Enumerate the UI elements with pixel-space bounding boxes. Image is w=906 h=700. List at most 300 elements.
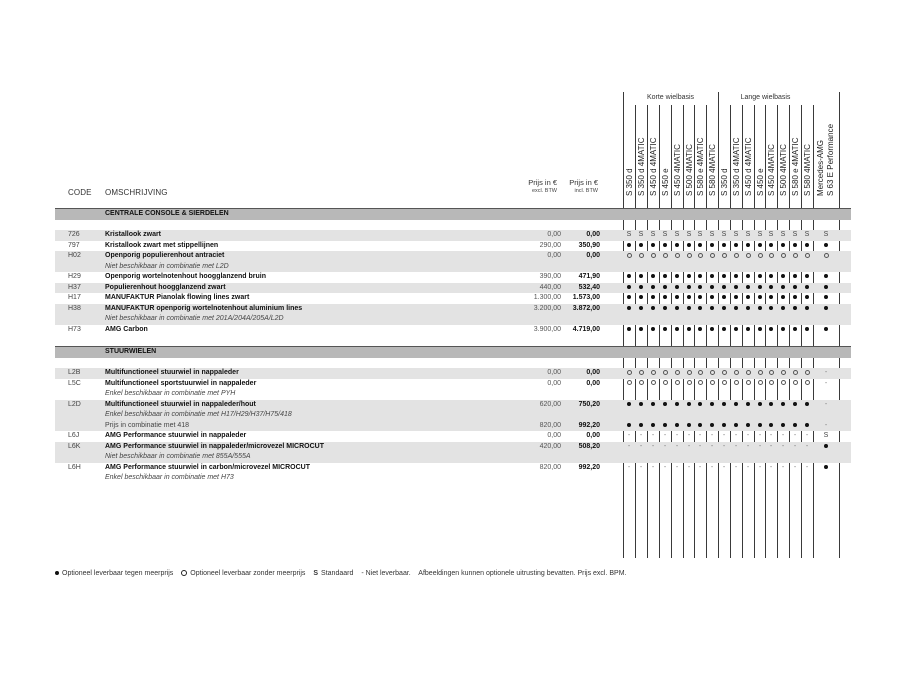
filled-dot-icon	[813, 442, 839, 453]
price-excl: 0,00	[547, 369, 561, 376]
price-incl: 0,00	[586, 252, 600, 259]
price-incl: 1.573,00	[572, 294, 600, 301]
table-row	[55, 293, 851, 304]
option-note: Enkel beschikbaar in combinatie met H17/H29/H37/H75/418	[105, 411, 292, 418]
not-available-dash: -	[722, 442, 726, 450]
filled-dot-icon	[706, 421, 718, 432]
option-note: Niet beschikbaar in combinatie met L2D	[105, 262, 229, 270]
not-available-dash: -	[746, 463, 750, 471]
section-title: CENTRALE CONSOLE & SIERDELEN	[105, 210, 229, 217]
not-available-dash: -	[698, 463, 702, 471]
price-incl: 0,00	[586, 231, 600, 238]
filled-dot-icon	[718, 241, 730, 252]
price-incl: 992,20	[578, 463, 600, 471]
row-main-line	[55, 379, 851, 390]
model-header-amg: Mercedes-AMG	[816, 139, 825, 196]
filled-dot-icon	[730, 283, 742, 294]
model-header: S 350 d	[720, 168, 729, 196]
option-description: Multifunctioneel stuurwiel in nappaleder/hout	[105, 400, 256, 408]
column-header-code: CODE	[68, 188, 92, 197]
standard-s-icon: S	[823, 231, 829, 238]
not-available-dash: -	[758, 463, 762, 471]
open-circle-icon	[659, 368, 671, 379]
option-description: AMG Carbon	[105, 325, 148, 333]
filled-dot-icon	[671, 241, 683, 252]
not-available-dash: -	[639, 463, 643, 471]
open-circle-icon	[742, 368, 754, 379]
not-available-dash: -	[793, 432, 797, 439]
standard-s-icon: S	[792, 231, 798, 238]
filled-dot-icon	[671, 272, 683, 283]
open-circle-icon	[777, 379, 789, 390]
not-available-dash: -	[639, 432, 643, 439]
open-circle-icon	[718, 379, 730, 390]
not-available-dash: -	[722, 463, 726, 471]
row-note-line	[55, 410, 851, 421]
open-circle-icon	[718, 368, 730, 379]
standard-s-icon: S	[626, 231, 632, 238]
price-incl: 508,20	[578, 442, 600, 450]
filled-dot-icon	[777, 241, 789, 252]
open-circle-icon	[765, 379, 777, 390]
not-available-dash: -	[769, 463, 773, 471]
not-available-dash: -	[824, 379, 828, 387]
standard-s-icon: S	[650, 231, 656, 238]
model-header: S 350 d 4MATIC	[732, 137, 741, 196]
filled-dot-icon	[765, 325, 777, 336]
model-header-amg: S 63 E Performance	[826, 123, 835, 196]
model-header: S 580 e 4MATIC	[791, 137, 800, 196]
filled-dot-icon	[659, 241, 671, 252]
filled-dot-icon	[706, 293, 718, 304]
filled-dot-icon	[647, 304, 659, 315]
option-note: Niet beschikbaar in combinatie met 855A/555A	[105, 453, 251, 460]
price-incl: 532,40	[578, 283, 600, 291]
filled-dot-icon	[659, 283, 671, 294]
not-available-dash: -	[781, 463, 785, 471]
filled-dot-icon	[801, 421, 813, 432]
filled-dot-icon	[694, 325, 706, 336]
option-description: Kristallook zwart	[105, 231, 162, 238]
filled-dot-icon	[789, 304, 801, 315]
group-label-korte-wielbasis: Korte wielbasis	[646, 94, 695, 101]
not-available-dash: -	[698, 442, 702, 450]
filled-dot-icon	[742, 325, 754, 336]
section-header	[55, 346, 851, 358]
standard-s-icon: S	[823, 432, 829, 439]
filled-dot-icon	[718, 304, 730, 315]
row-note-line	[55, 262, 851, 273]
open-circle-icon	[623, 379, 635, 390]
standard-s-icon: S	[780, 231, 786, 238]
open-circle-icon	[671, 368, 683, 379]
not-available-dash: -	[710, 432, 714, 439]
model-header: S 450 d 4MATIC	[649, 137, 658, 196]
table-row	[55, 400, 851, 432]
table-row	[55, 251, 851, 272]
filled-dot-icon	[730, 272, 742, 283]
filled-dot-icon	[730, 400, 742, 411]
open-circle-icon	[730, 251, 742, 262]
price-excl: 290,00	[539, 241, 561, 249]
filled-dot-icon	[623, 293, 635, 304]
filled-dot-icon	[777, 400, 789, 411]
table-row	[55, 325, 851, 336]
open-circle-icon	[765, 251, 777, 262]
open-circle-icon	[718, 251, 730, 262]
option-description: Openporig populierenhout antraciet	[105, 252, 225, 259]
filled-dot-icon	[789, 272, 801, 283]
filled-dot-icon	[694, 400, 706, 411]
filled-dot-icon	[742, 283, 754, 294]
price-excl-label: Prijs in €	[528, 178, 557, 187]
open-circle-icon	[635, 379, 647, 390]
table-row	[55, 230, 851, 241]
open-circle-icon	[730, 368, 742, 379]
filled-dot-icon	[706, 304, 718, 315]
not-available-dash: -	[675, 442, 679, 450]
option-code: 726	[68, 231, 80, 238]
price-incl-label: Prijs in €	[569, 178, 598, 187]
option-description: AMG Performance stuurwiel in carbon/microvezel MICROCUT	[105, 463, 310, 471]
option-description: MANUFAKTUR Pianolak flowing lines zwart	[105, 294, 250, 301]
not-available-dash: -	[710, 442, 714, 450]
not-available-dash: -	[698, 432, 702, 439]
row-main-line	[55, 230, 851, 241]
filled-dot-icon	[801, 272, 813, 283]
not-available-dash: -	[758, 432, 762, 439]
filled-dot-icon	[801, 325, 813, 336]
table-row	[55, 304, 851, 325]
row-main-line	[55, 272, 851, 283]
filled-dot-icon	[765, 400, 777, 411]
option-note: Enkel beschikbaar in combinatie met H73	[105, 474, 234, 481]
not-available-dash: -	[687, 442, 691, 450]
open-circle-icon	[813, 251, 839, 262]
standard-s-icon: S	[697, 231, 703, 238]
row-note-line	[55, 452, 851, 463]
not-available-dash: -	[710, 463, 714, 471]
standard-s-icon: S	[686, 231, 692, 238]
filled-dot-icon	[801, 283, 813, 294]
open-circle-icon	[671, 251, 683, 262]
open-circle-icon	[789, 368, 801, 379]
filled-dot-icon	[718, 283, 730, 294]
filled-dot-icon	[635, 283, 647, 294]
filled-dot-icon	[789, 400, 801, 411]
filled-dot-icon	[718, 293, 730, 304]
filled-dot-icon	[730, 293, 742, 304]
not-available-dash: -	[663, 432, 667, 439]
open-circle-icon	[647, 368, 659, 379]
not-available-dash: -	[746, 432, 750, 439]
price-excl: 420,00	[539, 442, 561, 450]
not-available-dash: -	[781, 432, 785, 439]
open-circle-icon	[623, 368, 635, 379]
price-excl-sub: excl. BTW	[531, 188, 557, 194]
option-description: AMG Performance stuurwiel in nappaleder	[105, 432, 247, 439]
column-header-price-excl	[515, 178, 557, 196]
filled-dot-icon	[730, 325, 742, 336]
row-main-line	[55, 463, 851, 474]
open-circle-icon	[765, 368, 777, 379]
legend-dash: - Niet leverbaar.	[361, 570, 411, 577]
not-available-dash: -	[639, 442, 643, 450]
filled-dot-icon	[671, 325, 683, 336]
not-available-dash: -	[793, 442, 797, 450]
not-available-dash: -	[663, 442, 667, 450]
open-circle-icon	[742, 251, 754, 262]
option-code: H73	[68, 325, 81, 333]
filled-dot-icon	[623, 325, 635, 336]
option-code: L2B	[68, 369, 81, 376]
filled-dot-icon	[777, 283, 789, 294]
filled-dot-icon	[671, 304, 683, 315]
filled-dot-icon	[801, 241, 813, 252]
filled-dot-icon	[765, 293, 777, 304]
filled-dot-icon	[647, 241, 659, 252]
filled-dot-icon	[777, 421, 789, 432]
section-header	[55, 208, 851, 220]
price-excl: 0,00	[547, 432, 561, 439]
filled-dot-icon	[659, 400, 671, 411]
option-code: L6J	[68, 432, 80, 439]
table-row	[55, 463, 851, 484]
model-header: S 450 e	[661, 168, 670, 196]
filled-dot-icon	[671, 400, 683, 411]
filled-dot-icon	[706, 272, 718, 283]
table-row	[55, 431, 851, 442]
not-available-dash: -	[722, 432, 726, 439]
option-code: H37	[68, 283, 81, 291]
not-available-dash: -	[769, 432, 773, 439]
filled-dot-icon	[742, 304, 754, 315]
open-circle-icon	[671, 379, 683, 390]
open-circle-icon	[647, 251, 659, 262]
model-header: S 500 4MATIC	[685, 144, 694, 196]
filled-dot-icon	[730, 241, 742, 252]
option-code: H17	[68, 294, 81, 301]
not-available-dash: -	[781, 442, 785, 450]
row-note-line	[55, 314, 851, 325]
filled-dot-icon	[706, 283, 718, 294]
not-available-dash: -	[805, 432, 809, 439]
not-available-dash: -	[824, 421, 828, 429]
row-main-line	[55, 283, 851, 294]
standard-s-icon: S	[733, 231, 739, 238]
price-incl: 750,20	[578, 400, 600, 408]
not-available-dash: -	[824, 369, 828, 376]
standard-s-icon: S	[757, 231, 763, 238]
filled-dot-icon	[647, 325, 659, 336]
standard-s-icon: S	[662, 231, 668, 238]
open-circle-icon	[706, 368, 718, 379]
price-incl: 3.872,00	[572, 304, 600, 312]
filled-dot-icon	[813, 463, 839, 474]
open-circle-icon	[730, 379, 742, 390]
price-incl: 0,00	[586, 379, 600, 387]
standard-s-icon: S	[313, 570, 319, 577]
not-available-dash: -	[675, 463, 679, 471]
row-main-line	[55, 304, 851, 315]
price-incl: 350,90	[578, 241, 600, 249]
filled-dot-icon	[647, 283, 659, 294]
open-circle-icon	[706, 251, 718, 262]
model-header: S 350 d	[625, 168, 634, 196]
legend-disclaimer: Afbeeldingen kunnen optionele uitrusting bevatten. Prijs excl. BPM.	[418, 570, 627, 577]
row-main-line	[55, 442, 851, 453]
open-circle-icon	[789, 379, 801, 390]
filled-dot-icon	[647, 293, 659, 304]
open-circle-icon	[623, 251, 635, 262]
row-main-line	[55, 400, 851, 411]
group-label-lange-wielbasis: Lange wielbasis	[740, 94, 791, 101]
option-code: L5C	[68, 379, 81, 387]
not-available-dash: -	[651, 432, 655, 439]
open-circle-icon	[659, 379, 671, 390]
filled-dot-icon	[623, 421, 635, 432]
filled-dot-icon	[777, 304, 789, 315]
option-code: H29	[68, 273, 81, 280]
model-header: S 580 4MATIC	[708, 144, 717, 196]
filled-dot-icon	[635, 421, 647, 432]
price-excl: 820,00	[539, 421, 561, 429]
filled-dot-icon	[718, 421, 730, 432]
open-circle-icon	[694, 379, 706, 390]
standard-s-icon: S	[745, 231, 751, 238]
row-extra-price-line	[55, 421, 851, 432]
open-circle-icon	[801, 368, 813, 379]
open-circle-icon	[694, 251, 706, 262]
option-price-note: Prijs in combinatie met 418	[105, 421, 190, 429]
not-available-dash: -	[675, 432, 679, 439]
legend	[55, 570, 632, 577]
model-header: S 450 4MATIC	[767, 144, 776, 196]
standard-s-icon: S	[721, 231, 727, 238]
filled-dot-icon	[694, 304, 706, 315]
filled-dot-icon	[777, 272, 789, 283]
option-code: 797	[68, 241, 80, 249]
standard-s-icon: S	[638, 231, 644, 238]
price-incl: 0,00	[586, 369, 600, 376]
filled-dot-icon	[659, 421, 671, 432]
filled-dot-icon	[765, 421, 777, 432]
row-main-line	[55, 325, 851, 336]
open-circle-icon	[801, 379, 813, 390]
open-circle-icon	[801, 251, 813, 262]
model-header: S 450 4MATIC	[673, 144, 682, 196]
model-header: S 500 4MATIC	[779, 144, 788, 196]
option-code: H38	[68, 304, 81, 312]
model-header: S 450 d 4MATIC	[744, 137, 753, 196]
open-circle-icon	[635, 251, 647, 262]
not-available-dash: -	[734, 432, 738, 439]
filled-dot-icon	[623, 304, 635, 315]
filled-dot-icon	[742, 421, 754, 432]
option-description: Kristallook zwart met stippellijnen	[105, 241, 219, 249]
filled-dot-icon	[777, 293, 789, 304]
filled-dot-icon	[694, 421, 706, 432]
standard-s-icon: S	[804, 231, 810, 238]
filled-dot-icon	[813, 283, 839, 294]
table-row	[55, 241, 851, 252]
filled-dot-icon	[765, 304, 777, 315]
filled-dot-icon	[813, 325, 839, 336]
filled-dot-icon	[635, 293, 647, 304]
filled-dot-icon	[801, 304, 813, 315]
model-header: S 580 4MATIC	[803, 144, 812, 196]
filled-dot-icon	[659, 293, 671, 304]
row-main-line	[55, 251, 851, 262]
filled-dot-icon	[813, 241, 839, 252]
model-header: S 450 e	[756, 168, 765, 196]
option-description: AMG Performance stuurwiel in nappaleder/microvezel MICROCUT	[105, 442, 324, 450]
table-row	[55, 283, 851, 294]
filled-dot-icon	[694, 241, 706, 252]
open-circle-icon	[181, 570, 187, 576]
price-excl: 0,00	[547, 231, 561, 238]
filled-dot-icon	[742, 241, 754, 252]
filled-dot-icon	[659, 325, 671, 336]
filled-dot-icon	[742, 272, 754, 283]
not-available-dash: -	[793, 463, 797, 471]
not-available-dash: -	[663, 463, 667, 471]
row-note-line	[55, 389, 851, 400]
open-circle-icon	[635, 368, 647, 379]
column-header-price-incl	[556, 178, 598, 196]
filled-dot-icon	[659, 304, 671, 315]
filled-dot-icon	[647, 272, 659, 283]
open-circle-icon	[777, 251, 789, 262]
price-excl: 0,00	[547, 379, 561, 387]
legend-dot: Optioneel leverbaar tegen meerprijs	[55, 570, 173, 577]
filled-dot-icon	[623, 400, 635, 411]
price-incl: 471,90	[578, 273, 600, 280]
model-header: S 580 e 4MATIC	[696, 137, 705, 196]
price-incl: 992,20	[578, 421, 600, 429]
option-description: Multifunctioneel sportstuurwiel in nappaleder	[105, 379, 257, 387]
option-note: Enkel beschikbaar in combinatie met PYH	[105, 390, 236, 397]
filled-dot-icon	[801, 400, 813, 411]
standard-s-icon: S	[674, 231, 680, 238]
row-main-line	[55, 368, 851, 379]
table-row	[55, 272, 851, 283]
not-available-dash: -	[627, 442, 631, 450]
option-code: L2D	[68, 400, 81, 408]
table-row	[55, 368, 851, 379]
not-available-dash: -	[651, 463, 655, 471]
model-header: S 350 d 4MATIC	[637, 137, 646, 196]
filled-dot-icon	[694, 293, 706, 304]
filled-dot-icon	[730, 421, 742, 432]
filled-dot-icon	[623, 283, 635, 294]
price-excl: 620,00	[539, 400, 561, 408]
filled-dot-icon	[765, 241, 777, 252]
filled-dot-icon	[635, 241, 647, 252]
option-description: MANUFAKTUR openporig wortelnotenhout aluminium lines	[105, 304, 303, 312]
filled-dot-icon	[718, 325, 730, 336]
option-note: Niet beschikbaar in combinatie met 201A/204A/205A/L2D	[105, 315, 284, 322]
legend-standard: S Standaard	[313, 570, 354, 577]
table-row	[55, 379, 851, 400]
row-main-line	[55, 241, 851, 252]
filled-dot-icon	[789, 241, 801, 252]
filled-dot-icon	[671, 421, 683, 432]
price-excl: 440,00	[539, 283, 561, 291]
filled-dot-icon	[659, 272, 671, 283]
standard-s-icon: S	[768, 231, 774, 238]
filled-dot-icon	[789, 421, 801, 432]
